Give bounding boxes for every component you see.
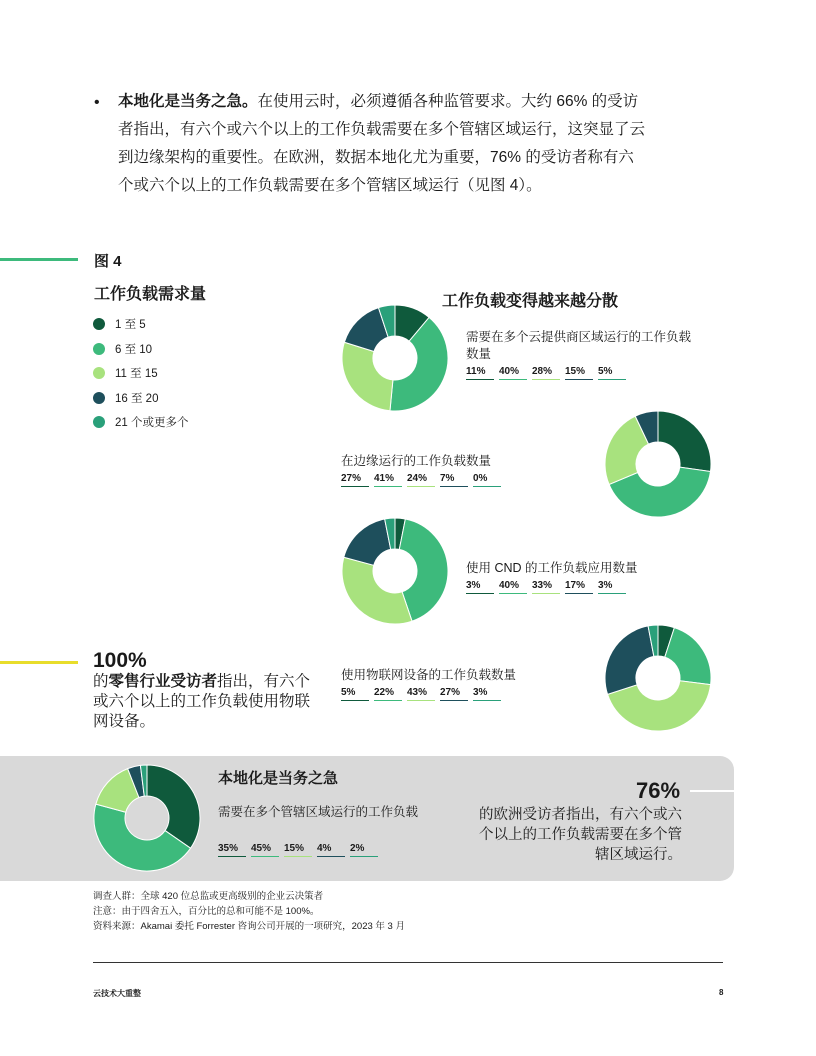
value-row: [466, 580, 696, 594]
value-label-21-plus: 3%: [473, 687, 501, 701]
retail-text: [93, 672, 313, 732]
value-label-16-20: 7%: [440, 473, 468, 487]
value-label-21-plus: 0%: [473, 473, 501, 487]
chart-caption: 使用 CND 的工作负载应用数量: [466, 561, 638, 575]
value-label-1-5: 35%: [218, 843, 246, 857]
value-label-1-5: 5%: [341, 687, 369, 701]
value-row: [341, 687, 571, 701]
chart-caption: 在边缘运行的工作负载数量: [341, 454, 492, 468]
value-label-16-20: 4%: [317, 843, 345, 857]
value-label-11-15: 24%: [407, 473, 435, 487]
legend-label: 6 至 10: [115, 343, 153, 356]
chart-caption-block: [341, 667, 571, 701]
value-label-11-15: 15%: [284, 843, 312, 857]
europe-text: 的欧洲受访者指出，有六个或六个以上的工作负载需要在多个管辖区域运行。: [479, 807, 682, 863]
value-label-1-5: 3%: [466, 580, 494, 594]
value-label-6-10: 22%: [374, 687, 402, 701]
paragraph-text: 在使用云时，必须遵循各种监管要求。大约 66% 的受访者指出，有六个或六个以上的工作负载需要在多个管辖区域运行，这突显了云到边缘架构的重要性。在欧洲，数据本地化尤为重要，76% 的受访者称有六个或六个以上的工作负载需要在多个管辖区域运行（见图 4）。: [118, 93, 646, 194]
value-label-21-plus: 3%: [598, 580, 626, 594]
donut-chart-jurisdictions: [93, 764, 201, 872]
donut-chart-cloud-regions: [341, 304, 449, 412]
donut-chart-iot: [604, 624, 712, 732]
figure-label: 图 4: [94, 253, 122, 270]
donut-slice-11-15: [342, 342, 393, 410]
value-label-6-10: 45%: [251, 843, 279, 857]
distributed-title: 工作负载变得越来越分散: [442, 293, 619, 310]
value-label-6-10: 40%: [499, 580, 527, 594]
value-row: [466, 366, 696, 380]
value-label-1-5: 27%: [341, 473, 369, 487]
value-row: [341, 473, 571, 487]
note-line: 注意：由于四舍五入，百分比的总和可能不是 100%。: [93, 906, 320, 917]
value-label-16-20: 15%: [565, 366, 593, 380]
legend-label: 21 个或更多个: [115, 417, 189, 430]
value-label-21-plus: 5%: [598, 366, 626, 380]
note-line: 调查人群：全球 420 位总监或更高级别的企业云决策者: [93, 891, 324, 902]
donut-slice-1-5: [147, 765, 200, 848]
donut-slice-6-10: [665, 628, 711, 685]
legend-swatch: [93, 367, 105, 379]
footer-title: 云技术大重整: [93, 989, 141, 998]
legend-item: [93, 410, 189, 435]
green-rule: [0, 258, 78, 261]
donut-slice-16-20: [344, 519, 391, 565]
retail-stat: 100%: [93, 649, 147, 672]
legend-item: [93, 337, 189, 362]
chart-caption: 需要在多个云提供商区域运行的工作负载数量: [466, 330, 692, 361]
figure-title: 工作负载需求量: [94, 286, 207, 303]
legend-label: 11 至 15: [115, 368, 158, 381]
legend-item: [93, 312, 189, 337]
chart-caption-block: [341, 453, 571, 487]
legend-swatch: [93, 318, 105, 330]
legend-swatch: [93, 416, 105, 428]
legend-swatch: [93, 343, 105, 355]
value-label-21-plus: 2%: [350, 843, 378, 857]
value-label-16-20: 27%: [440, 687, 468, 701]
bullet: •: [94, 94, 100, 111]
chart-caption-block: [466, 329, 696, 380]
value-row: [218, 843, 378, 857]
legend: [93, 312, 189, 435]
yellow-rule: [0, 661, 78, 664]
donut-chart-edge: [604, 410, 712, 518]
value-label-1-5: 11%: [466, 366, 494, 380]
retail-bold: 零售行业受访者: [108, 673, 218, 690]
value-label-11-15: 33%: [532, 580, 560, 594]
retail-rest: 指出，有六个或六个以上的工作负载使用物联网设备。: [93, 673, 311, 730]
legend-swatch: [93, 392, 105, 404]
value-label-6-10: 40%: [499, 366, 527, 380]
chart-caption: 需要在多个管辖区域运行的工作负载: [218, 805, 419, 819]
chart-caption: 使用物联网设备的工作负载数量: [341, 668, 517, 682]
legend-label: 1 至 5: [115, 319, 146, 332]
intro-paragraph: [118, 88, 648, 200]
donut-slice-11-15: [342, 557, 412, 624]
europe-stat: 76%: [636, 778, 681, 803]
value-label-16-20: 17%: [565, 580, 593, 594]
retail-pre: 的: [93, 673, 109, 690]
donut-chart-cnd: [341, 517, 449, 625]
chart-caption-block: [466, 560, 696, 594]
footer-rule: [93, 962, 723, 963]
donut-slice-16-20: [605, 626, 654, 694]
box-title: 本地化是当务之急: [218, 770, 339, 787]
value-label-11-15: 43%: [407, 687, 435, 701]
legend-label: 16 至 20: [115, 392, 159, 405]
legend-item: [93, 361, 189, 386]
paragraph-lead: 本地化是当务之急。: [118, 93, 258, 110]
legend-item: [93, 386, 189, 411]
white-rule: [690, 790, 816, 792]
page-number: 8: [719, 988, 724, 997]
notes: [93, 889, 405, 934]
note-line: 资料来源：Akamai 委托 Forrester 咨询公司开展的一项研究，2023 年 3 月: [93, 921, 405, 932]
value-label-6-10: 41%: [374, 473, 402, 487]
donut-slice-1-5: [658, 411, 711, 472]
value-label-11-15: 28%: [532, 366, 560, 380]
